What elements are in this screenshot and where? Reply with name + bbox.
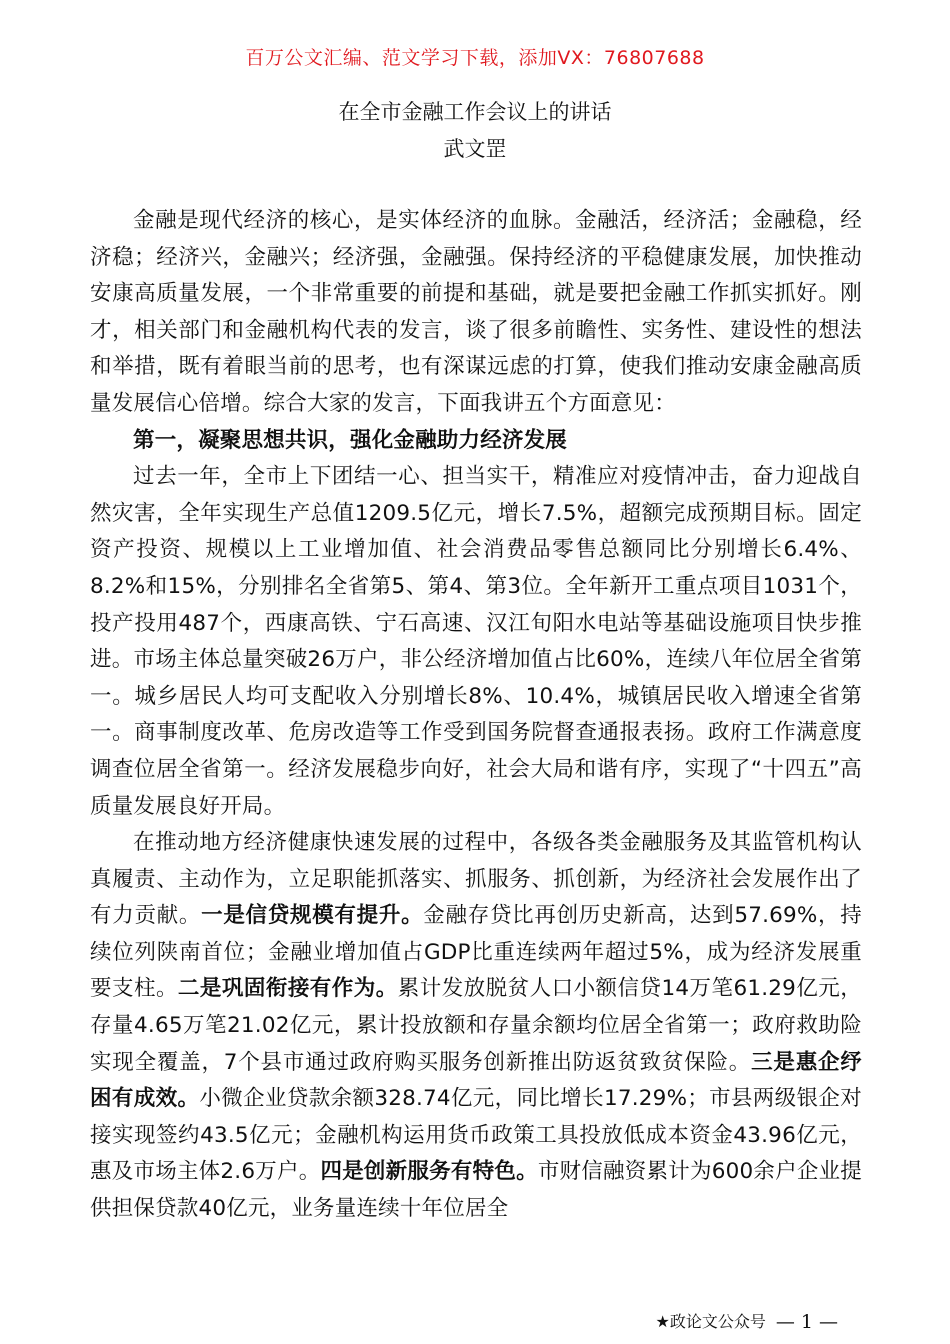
bold-lead-consolidation: 二是巩固衔接有作为。 [177, 976, 398, 1002]
paragraph-review: 过去一年，全市上下团结一心、担当实干，精准应对疫情冲击，奋力迎战自然灾害，全年实现生产总值1209.5亿元，增长7.5%，超额完成预期目标。固定资产投资、规模以上工业增加值、社会消费品零售总额同比分别增长6.4%、8.2%和15%，分别排名全省第5、第4、第3位。全年新开工重点项目1031个，投产投用487个，西康高铁、宁石高速、汉江旬阳水电站等基础设施项目快步推进。市场主体总量突破26万户，非公经济增加值占比60%，连续八年位居全省第一。城乡居民人均可支配收入分别增长8%、10.4%，城镇居民收入增速全省第一。商事制度改革、危房改造等工作受到国务院督查通报表扬。政府工作满意度调查位居全省第一。经济发展稳步向好，社会大局和谐有序，实现了“十四五”高质量发展良好开局。 [90, 464, 862, 819]
paragraph-achievements [90, 825, 862, 1228]
page-footer [655, 1310, 838, 1334]
watermark-header: 百万公文汇编、范文学习下载，添加VX：76807688 [245, 47, 705, 69]
footer-source: ★政论文公众号 [655, 1312, 766, 1331]
text-run: 累计发放脱贫人口小额信贷14万笔61.29亿元，存量4.65万笔21.02亿元，累计投放额和存量余额均位居全省第一；政府救助险实现全覆盖，7个县市通过政府购买服务创新推出防返贫致贫保险。 [90, 976, 862, 1075]
document-body [90, 203, 862, 1228]
paragraph-intro: 金融是现代经济的核心，是实体经济的血脉。金融活，经济活；金融稳，经济稳；经济兴，金融兴；经济强，金融强。保持经济的平稳健康发展，加快推动安康高质量发展，一个非常重要的前提和基础，就是要把金融工作抓实抓好。刚才，相关部门和金融机构代表的发言，谈了很多前瞻性、实务性、建设性的想法和举措，既有着眼当前的思考，也有深谋远虑的打算，使我们推动安康金融高质量发展信心倍增。综合大家的发言，下面我讲五个方面意见： [90, 208, 862, 416]
page-number: — 1 — [775, 1311, 838, 1333]
bold-lead-enterprise: 三是惠企纾困有成效。 [90, 1049, 862, 1112]
bold-lead-credit: 一是信贷规模有提升。 [201, 903, 424, 929]
text-run: 金融存贷比再创历史新高，达到57.69%，持续位列陕南首位；金融业增加值占GDP比重连续两年超过5%，成为经济发展重要支柱。 [90, 903, 862, 1002]
text-run: 小微企业贷款余额328.74亿元，同比增长17.29%；市县两级银企对接实现签约43.5亿元；金融机构运用货币政策工具投放低成本资金43.96亿元，惠及市场主体2.6万户。 [90, 1086, 862, 1185]
bold-lead-innovation: 四是创新服务有特色。 [320, 1159, 538, 1185]
text-run: 市财信融资累计为600余户企业提供担保贷款40亿元，业务量连续十年位居全 [90, 1159, 863, 1222]
document-title: 在全市金融工作会议上的讲话 [338, 100, 612, 124]
section-heading-1: 第一，凝聚思想共识，强化金融助力经济发展 [133, 427, 568, 453]
document-author: 武文罡 [443, 137, 507, 161]
text-run: 在推动地方经济健康快速发展的过程中，各级各类金融服务及其监管机构认真履责、主动作为，立足职能抓落实、抓服务、抓创新，为经济社会发展作出了有力贡献。 [90, 830, 862, 929]
